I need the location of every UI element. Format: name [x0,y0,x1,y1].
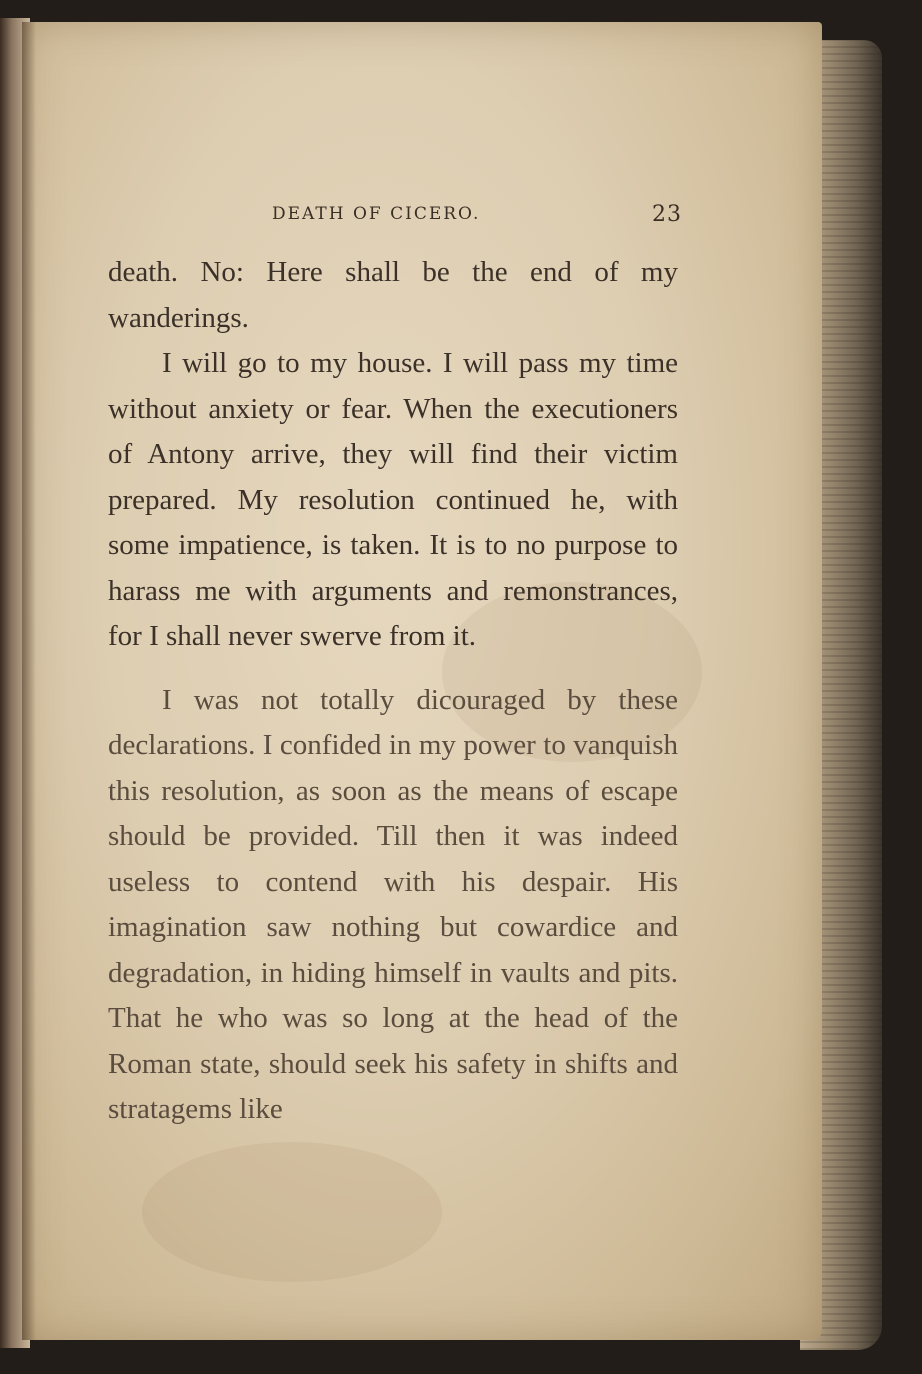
paragraph: I was not totally dicouraged by these declarations. I confided in my power to vanquish this resolution, as soon as the means of escape should be provided. Till then it was indeed useless to contend with his despair. His imagination saw nothing but cowardice and degradation, in hiding himself in vaults and pits. That he who was so long at the head of the Roman state, should seek his safety in shifts and stratagems like [108,683,678,1125]
page-number: 23 [652,202,682,227]
running-title: DEATH OF CICERO. [272,204,481,224]
paragraph: death. No: Here shall be the end of my wanderings. [108,256,678,334]
paragraph: I will go to my house. I will pass my time without anxiety or fear. When the executioners of Antony arrive, they will find their victim prepared. My resolution continued he, with some impatience, is taken. It is to no purpose to harass me with arguments and remonstrances, for I shall never swerve from it. [108,347,678,652]
paper-stain [142,1142,442,1282]
body-text [108,250,678,1133]
book-page [22,22,822,1340]
